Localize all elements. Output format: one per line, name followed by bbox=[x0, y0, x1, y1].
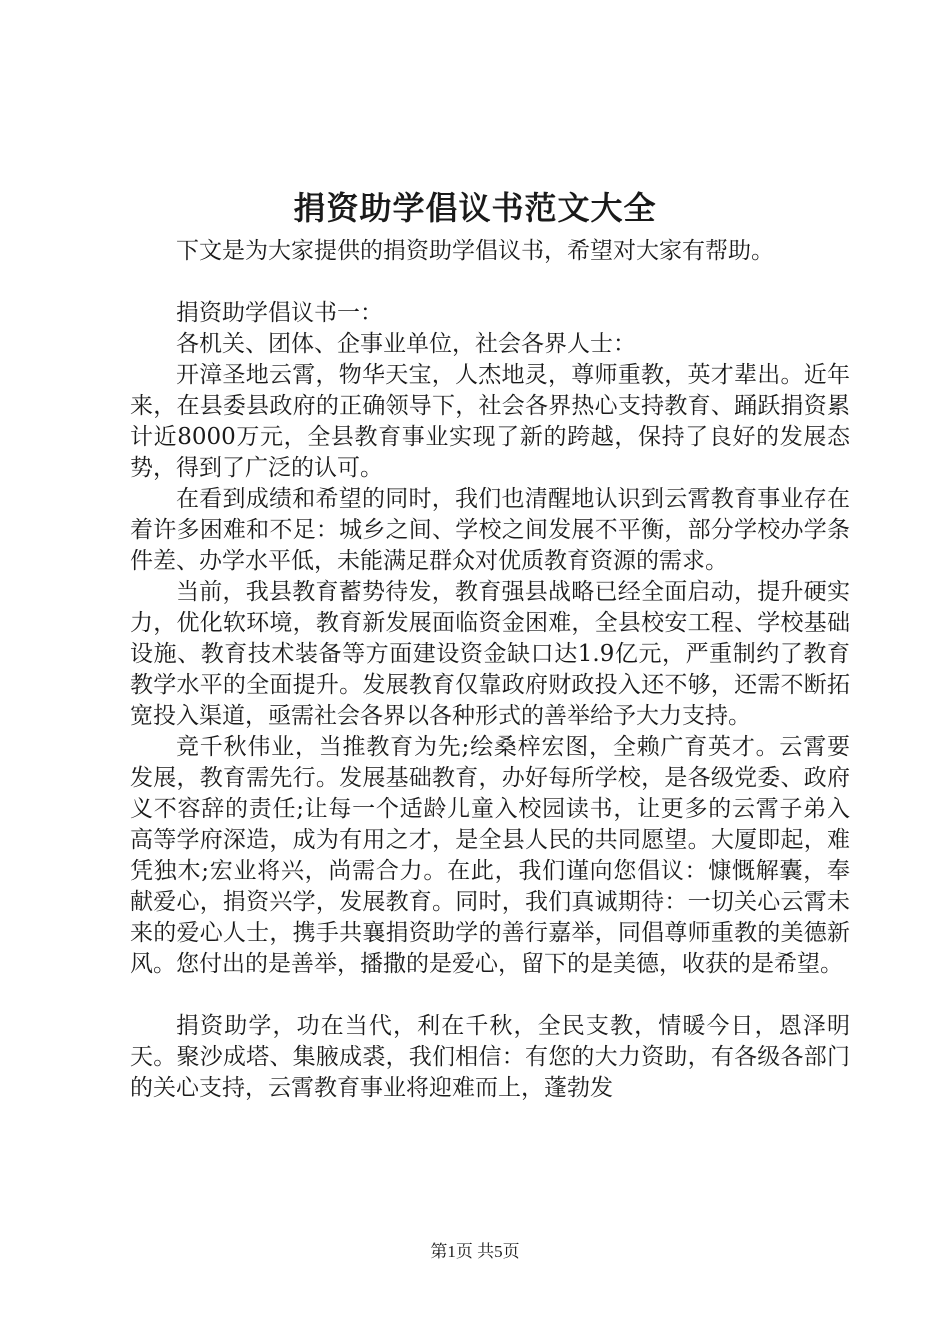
section-heading: 捐资助学倡议书一： bbox=[176, 300, 383, 326]
body-paragraph: 竞千秋伟业，当推教育为先;绘桑梓宏图，全赖广育英才。云霄要发展，教育需先行。发展基础教育，办好每所学校，是各级党委、政府义不容辞的责任;让每一个适龄儿童入校园读书，让更多的云霄子弟入高等学府深造，成为有用之才，是全县人民的共同愿望。大厦即起，难凭独木;宏业将兴，尚需合力。在此，我们谨向您倡议：慷慨解囊，奉献爱心，捐资兴学，发展教育。同时，我们真诚期待：一切关心云霄未来的爱心人士，携手共襄捐资助学的善行嘉举，同倡尊师重教的美德新风。您付出的是善举，播撒的是爱心，留下的是美德，收获的是希望。 bbox=[130, 734, 850, 977]
body-paragraph: 在看到成绩和希望的同时，我们也清醒地认识到云霄教育事业存在着许多困难和不足：城乡之间、学校之间发展不平衡，部分学校办学条件差、办学水平低，未能满足群众对优质教育资源的需求。 bbox=[130, 486, 850, 574]
document-body bbox=[130, 236, 850, 1104]
page-footer: 第1页 共5页 bbox=[430, 1242, 520, 1261]
body-paragraph: 捐资助学，功在当代，利在千秋，全民支教，情暖今日，恩泽明天。聚沙成塔、集腋成裘，我们相信：有您的大力资助，有各级各部门的关心支持，云霄教育事业将迎难而上，蓬勃发 bbox=[130, 1013, 850, 1101]
intro-paragraph: 下文是为大家提供的捐资助学倡议书，希望对大家有帮助。 bbox=[176, 238, 774, 264]
salutation: 各机关、团体、企事业单位，社会各界人士： bbox=[176, 331, 636, 357]
body-paragraph: 当前，我县教育蓄势待发，教育强县战略已经全面启动，提升硬实力，优化软环境，教育新发展面临资金困难，全县校安工程、学校基础设施、教育技术装备等方面建设资金缺口达1.9亿元，严重制约了教育教学水平的全面提升。发展教育仅靠政府财政投入还不够，还需不断拓宽投入渠道，亟需社会各界以各种形式的善举给予大力支持。 bbox=[130, 579, 850, 729]
body-paragraph: 开漳圣地云霄，物华天宝，人杰地灵，尊师重教，英才辈出。近年来，在县委县政府的正确领导下，社会各界热心支持教育、踊跃捐资累计近8000万元，全县教育事业实现了新的跨越，保持了良好的发展态势，得到了广泛的认可。 bbox=[130, 362, 850, 481]
document-title: 捐资助学倡议书范文大全 bbox=[293, 189, 657, 227]
